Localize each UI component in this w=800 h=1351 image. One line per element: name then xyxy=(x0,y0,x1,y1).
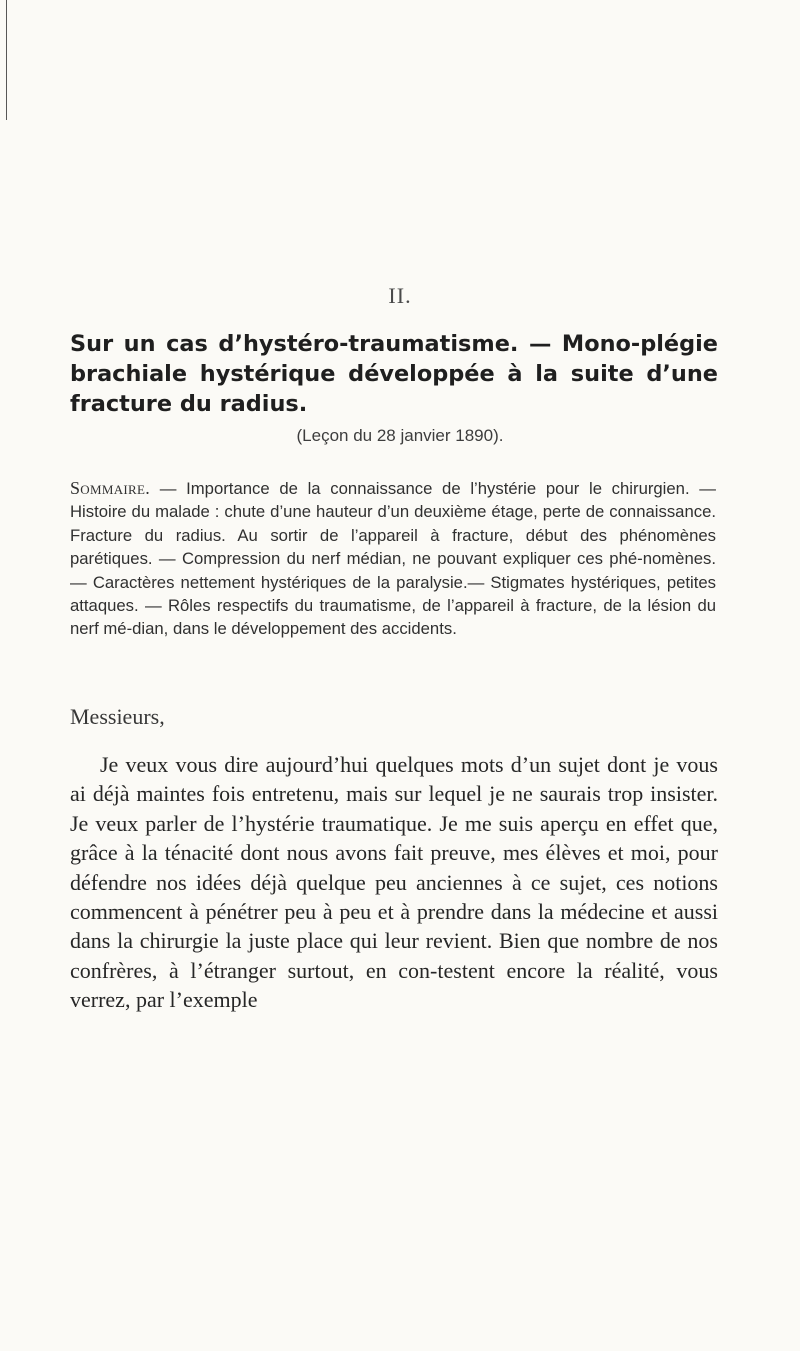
body-paragraph: Je veux vous dire aujourd’hui quelques mots d’un sujet dont je vous ai déjà maintes fois entretenu, mais sur lequel je ne saurais trop insister. Je veux parler de l’hystérie traumatique. Je me suis aperçu en effet que, grâce à la ténacité dont nous avons fait preuve, mes élèves et moi, pour défendre nos idées déjà quelque peu anciennes à ce sujet, ces notions commencent à pénétrer peu à peu et à prendre dans la médecine et aussi dans la chirurgie la juste place qui leur revient. Bien que nombre de nos confrères, à l’étranger surtout, en con-testent encore la réalité, vous verrez, par l’exemple xyxy=(70,752,718,1013)
lecture-date: (Leçon du 28 janvier 1890). xyxy=(296,426,504,445)
lecture-title: Sur un cas d’hystéro-traumatisme. — Mono-plégie brachiale hystérique développée à la suite d’une fracture du radius. xyxy=(70,331,718,417)
chapter-number: II. xyxy=(388,283,412,308)
summary-paragraph xyxy=(70,477,716,641)
summary-text: — Importance de la connaissance de l’hystérie pour le chirurgien. — Histoire du malade : chute d’une hauteur d’un deuxième étage, perte de connaissance. Fracture du radius. Au sortir de l’appareil à fracture, début des phénomènes parétiques. — Compression du nerf médian, ne pouvant expliquer ces phé-nomènes. — Caractères nettement hystériques de la paralysie.— Stigmates hystériques, petites attaques. — Rôles respectifs du traumatisme, de l’appareil à fracture, de la lésion du nerf mé-dian, dans le développement des accidents. xyxy=(70,479,716,639)
summary-heading: Sommaire. xyxy=(70,478,151,498)
page-edge-line xyxy=(0,0,7,120)
salutation: Messieurs, xyxy=(70,704,165,729)
